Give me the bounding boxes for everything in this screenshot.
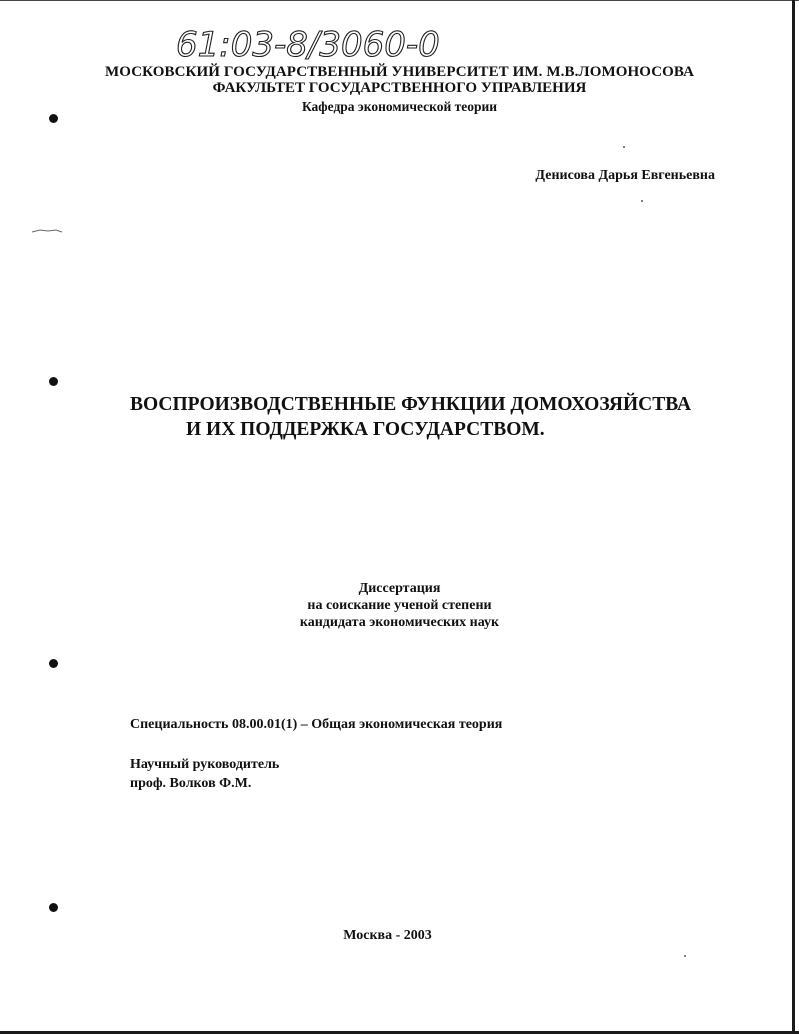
handwritten-archive-number-text: 61:03-8/3060-0: [176, 25, 440, 65]
advisor-label: Научный руководитель: [130, 757, 280, 772]
handwritten-archive-number: [172, 18, 512, 68]
thesis-title-line2: И ИХ ПОДДЕРЖКА ГОСУДАРСТВОМ.: [186, 419, 545, 440]
dissertation-type: Диссертация: [358, 581, 441, 596]
page-top-edge: [0, 0, 799, 1]
department-name: Кафедра экономической теории: [301, 99, 498, 114]
page-right-edge: [792, 0, 795, 1034]
binding-hole: [49, 377, 58, 386]
specialty: Специальность 08.00.01(1) – Общая экономическая теория: [130, 717, 503, 732]
binding-hole: [49, 903, 58, 912]
faculty-name: ФАКУЛЬТЕТ ГОСУДАРСТВЕННОГО УПРАВЛЕНИЯ: [212, 80, 587, 96]
scan-speck: [641, 200, 643, 202]
binding-hole: [49, 659, 58, 668]
scan-speck: [623, 146, 625, 148]
university-name: МОСКОВСКИЙ ГОСУДАРСТВЕННЫЙ УНИВЕРСИТЕТ ИМ. М.В.ЛОМОНОСОВА: [104, 64, 694, 80]
dissertation-degree: кандидата экономических наук: [299, 615, 500, 630]
advisor-name: проф. Волков Ф.М.: [130, 776, 252, 791]
scan-speck: [684, 955, 686, 957]
binding-hole: [49, 114, 58, 123]
scan-mark: [30, 226, 64, 236]
dissertation-purpose: на соискание ученой степени: [307, 598, 492, 613]
thesis-title-line1: ВОСПРОИЗВОДСТВЕННЫЕ ФУНКЦИИ ДОМОХОЗЯЙСТВА: [130, 394, 692, 415]
place-year: Москва - 2003: [343, 928, 432, 943]
author-name: Денисова Дарья Евгеньевна: [535, 168, 715, 183]
